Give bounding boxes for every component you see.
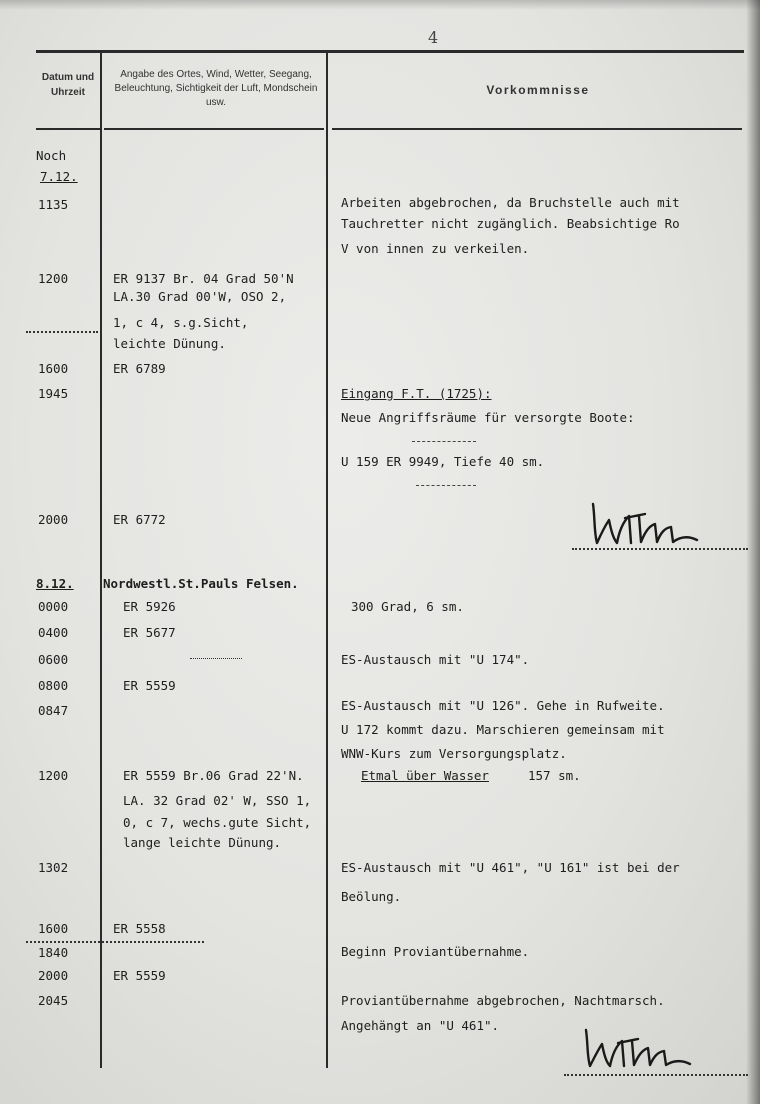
header-datum: Datum und Uhrzeit xyxy=(41,72,95,98)
position-line: LA.30 Grad 00'W, OSO 2, xyxy=(113,289,287,304)
position-line: ER 6772 xyxy=(113,512,166,527)
header-rule-2 xyxy=(104,128,324,130)
position-line: ER 5559 xyxy=(113,968,166,983)
scan-shadow-right xyxy=(746,0,760,1104)
time-0000: 0000 xyxy=(38,599,69,614)
scan-shadow-top xyxy=(0,0,760,10)
date-8-12: 8.12. xyxy=(36,576,74,591)
position-line: 1, c 4, s.g.Sicht, xyxy=(113,315,249,330)
position-line: LA. 32 Grad 02' W, SSO 1, xyxy=(123,793,312,808)
position-line: lange leichte Dünung. xyxy=(123,835,282,850)
event-line: Angehängt an "U 461". xyxy=(341,1018,500,1033)
time-2045: 2045 xyxy=(38,993,69,1008)
position-line: leichte Dünung. xyxy=(113,336,226,351)
top-rule xyxy=(36,50,744,53)
event-line: Tauchretter nicht zugänglich. Beabsichtige Ro xyxy=(341,216,680,231)
event-line: Beginn Proviantübernahme. xyxy=(341,944,530,959)
time-1135: 1135 xyxy=(38,197,69,212)
event-line: Beölung. xyxy=(341,889,402,904)
time-1600-a: 1600 xyxy=(38,361,69,376)
event-heading: Eingang F.T. (1725): xyxy=(341,386,492,401)
header-rule-1 xyxy=(36,128,100,130)
time-1302: 1302 xyxy=(38,860,69,875)
event-line: 300 Grad, 6 sm. xyxy=(351,599,464,614)
time-1200-b: 1200 xyxy=(38,768,69,783)
time-1840: 1840 xyxy=(38,945,69,960)
signature-icon xyxy=(585,496,715,551)
short-dash xyxy=(416,485,476,486)
time-0847: 0847 xyxy=(38,703,69,718)
position-line: ER 5559 xyxy=(123,678,176,693)
signature-line xyxy=(564,1074,748,1076)
position-line: ER 5677 xyxy=(123,625,176,640)
event-line: ES-Austausch mit "U 126". Gehe in Rufweite. xyxy=(341,698,665,713)
etmal-label: Etmal über Wasser xyxy=(361,768,489,783)
time-1945: 1945 xyxy=(38,386,69,401)
column-divider-1 xyxy=(100,53,102,1068)
position-line: ER 5559 Br.06 Grad 22'N. xyxy=(123,768,304,783)
time-0800: 0800 xyxy=(38,678,69,693)
time-1600-b: 1600 xyxy=(38,921,69,936)
header-angabe: Angabe des Ortes, Wind, Wetter, Seegang, Beleuchtung, Sichtigkeit der Luft, Mondschein usw. xyxy=(114,69,318,108)
time-2000-b: 2000 xyxy=(38,968,69,983)
position-line: ER 5558 xyxy=(113,921,166,936)
dotted-separator xyxy=(26,941,204,943)
event-line: Neue Angriffsräume für versorgte Boote: xyxy=(341,410,635,425)
header-rule-3 xyxy=(332,128,742,130)
header-vorkommnisse: Vorkommnisse xyxy=(486,83,590,97)
column-divider-2 xyxy=(326,53,328,1068)
signature-icon xyxy=(578,1024,708,1074)
event-line: ES-Austausch mit "U 174". xyxy=(341,652,530,667)
time-0600: 0600 xyxy=(38,652,69,667)
position-line: ER 6789 xyxy=(113,361,166,376)
event-line: V von innen zu verkeilen. xyxy=(341,241,530,256)
event-line: U 172 kommt dazu. Marschieren gemeinsam mit xyxy=(341,722,665,737)
time-0400: 0400 xyxy=(38,625,69,640)
position-line: ER 9137 Br. 04 Grad 50'N xyxy=(113,271,294,286)
etmal-value: 157 sm. xyxy=(528,768,581,783)
position-line: ER 5926 xyxy=(123,599,176,614)
event-line: ES-Austausch mit "U 461", "U 161" ist bei der xyxy=(341,860,680,875)
page-number: 4 xyxy=(428,28,439,47)
date-7-12: 7.12. xyxy=(40,169,78,184)
time-1200-a: 1200 xyxy=(38,271,69,286)
position-line: Nordwestl.St.Pauls Felsen. xyxy=(103,576,299,591)
short-dash xyxy=(412,441,476,442)
time-noch: Noch xyxy=(36,148,67,163)
position-line: 0, c 7, wechs.gute Sicht, xyxy=(123,815,312,830)
event-line: WNW-Kurs zum Versorgungsplatz. xyxy=(341,746,567,761)
event-line: Arbeiten abgebrochen, da Bruchstelle auch mit xyxy=(341,195,680,210)
dotted-separator xyxy=(190,658,242,659)
time-2000-a: 2000 xyxy=(38,512,69,527)
event-line: Proviantübernahme abgebrochen, Nachtmarsch. xyxy=(341,993,665,1008)
event-line: U 159 ER 9949, Tiefe 40 sm. xyxy=(341,454,545,469)
dotted-separator xyxy=(26,331,98,333)
